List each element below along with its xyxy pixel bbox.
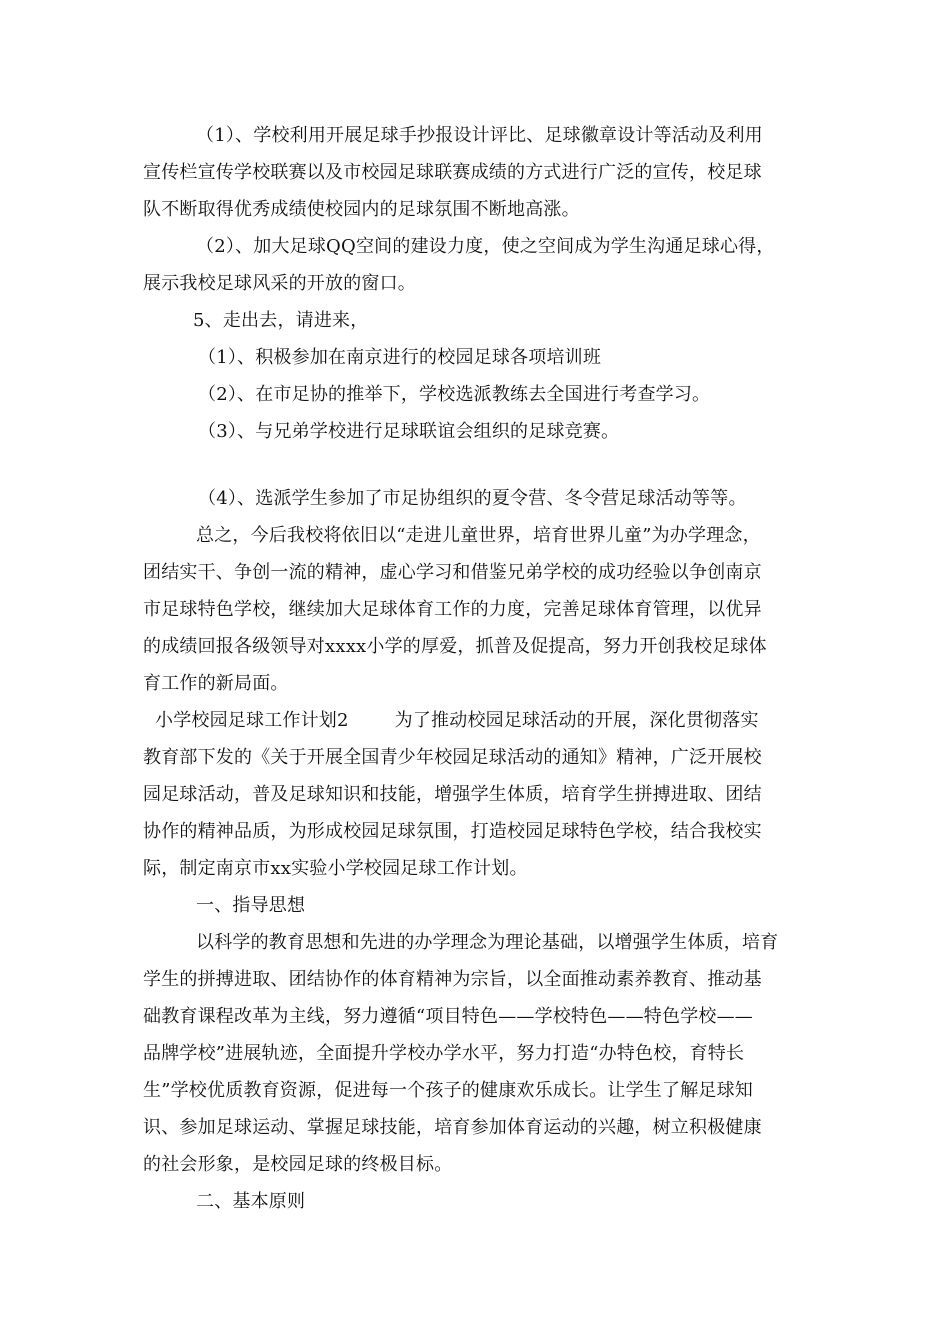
section-item: 5、走出去，请进来， [193,310,369,331]
paragraph-line: 市足球特色学校，继续加大足球体育工作的力度，完善足球体育管理，以优异 [143,599,762,620]
section-line: 础教育课程改革为主线，努力遵循“项目特色——学校特色——特色学校—— [143,1006,753,1027]
section-line: 学生的拼搏进取、团结协作的体育精神为宗旨，以全面推动素养教育、推动基 [143,969,762,990]
paragraph-line: 团结实干、争创一流的精神，虚心学习和借鉴兄弟学校的成功经验以争创南京 [143,562,762,583]
paragraph-line: 育工作的新局面。 [143,673,289,694]
section-heading: 一、指导思想 [196,895,306,916]
list-item: （4）、选派学生参加了市足协组织的夏令营、冬令营足球活动等等。 [198,488,747,509]
plan-title: 小学校园足球工作计划2 [155,710,349,731]
list-item: （3）、与兄弟学校进行足球联谊会组织的足球竞赛。 [198,421,620,442]
plan-intro-line: 教育部下发的《关于开展全国青少年校园足球活动的通知》精神，广泛开展校 [143,747,762,768]
section-line: 以科学的教育思想和先进的办学理念为理论基础，以增强学生体质，培育 [196,932,779,953]
list-item: （1）、积极参加在南京进行的校园足球各项培训班 [198,347,602,368]
spacer [143,450,809,480]
plan-intro-line: 际，制定南京市xx实验小学校园足球工作计划。 [143,858,528,879]
plan-title-line [143,702,809,739]
paragraph-line: （1）、学校利用开展足球手抄报设计评比、足球徽章设计等活动及利用 [196,125,763,146]
plan-intro-line: 园足球活动，普及足球知识和技能，增强学生体质，培育学生拼搏进取、团结 [143,784,762,805]
paragraph-line: 宣传栏宣传学校联赛以及市校园足球联赛成绩的方式进行广泛的宣传，校足球 [143,162,762,183]
paragraph-line: 总之，今后我校将依旧以“走进儿童世界，培育世界儿童”为办学理念， [196,525,761,546]
paragraph-line: 展示我校足球风采的开放的窗口。 [143,273,416,294]
paragraph-line: 的成绩回报各级领导对xxxx小学的厚爱，抓普及促提高，努力开创我校足球体 [143,636,767,657]
section-line: 生”学校优质教育资源，促进每一个孩子的健康欢乐成长。让学生了解足球知 [143,1080,753,1101]
section-line: 的社会形象，是校园足球的终极目标。 [143,1154,453,1175]
list-item: （2）、在市足协的推举下，学校选派教练去全国进行考查学习。 [198,384,711,405]
section-line: 识、参加足球运动、掌握足球技能，培育参加体育运动的兴趣，树立积极健康 [143,1117,762,1138]
paragraph-line: （2）、加大足球QQ空间的建设力度，使之空间成为学生沟通足球心得， [196,236,775,257]
section-line: 品牌学校”进展轨迹，全面提升学校办学水平，努力打造“办特色校，育特长 [143,1043,745,1064]
document-body [143,117,809,1220]
section-heading: 二、基本原则 [196,1191,306,1212]
plan-intro-line: 协作的精神品质，为形成校园足球氛围，打造校园足球特色学校，结合我校实 [143,821,762,842]
plan-intro-first: 为了推动校园足球活动的开展，深化贯彻落实 [394,710,759,731]
paragraph-line: 队不断取得优秀成绩使校园内的足球氛围不断地高涨。 [143,199,580,220]
